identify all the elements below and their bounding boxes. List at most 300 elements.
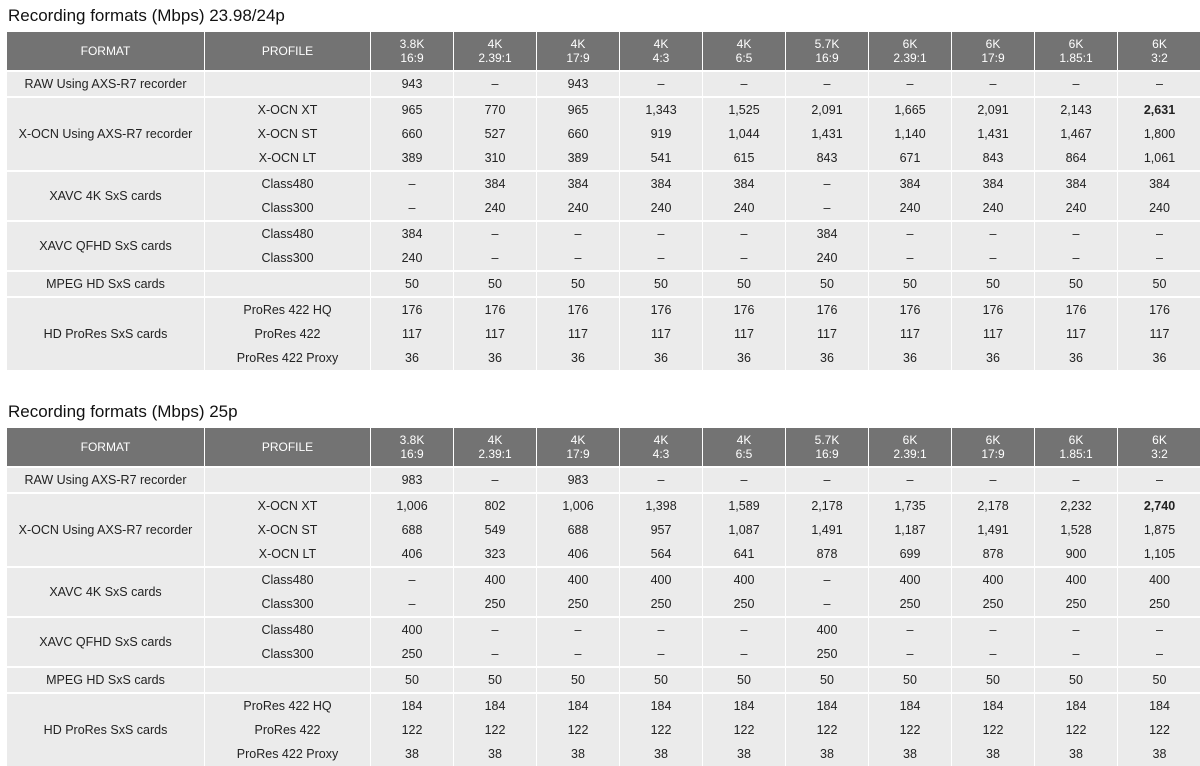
bitrate-cell: 38 [537,742,620,766]
bitrate-cell: 38 [952,742,1035,766]
bitrate-cell: 384 [1035,170,1118,196]
bitrate-cell: 50 [454,666,537,692]
bitrate-cell: 122 [869,718,952,742]
bitrate-cell: – [620,616,703,642]
bitrate-cell: 1,491 [952,518,1035,542]
aspect-ratio-label: 2.39:1 [893,447,927,461]
column-header-resolution [620,428,703,466]
bitrate-cell: 122 [454,718,537,742]
bitrate-cell: 176 [537,296,620,322]
bitrate-cell: – [454,616,537,642]
profile-cell [205,466,371,492]
bitrate-cell: 117 [952,322,1035,346]
bitrate-cell: 802 [454,492,537,518]
format-cell: X-OCN Using AXS-R7 recorder [7,492,205,566]
bitrate-cell: – [620,246,703,270]
bitrate-cell: – [1035,466,1118,492]
bitrate-cell: 38 [454,742,537,766]
profile-cell: Class480 [205,170,371,196]
aspect-ratio-label: 4:3 [652,51,670,65]
bitrate-cell: 184 [620,692,703,718]
bitrate-cell: 660 [371,122,454,146]
format-cell: HD ProRes SxS cards [7,296,205,370]
bitrate-cell: 1,491 [786,518,869,542]
resolution-label: 4K [653,433,669,447]
bitrate-cell: 1,105 [1118,542,1200,566]
bitrate-cell: 843 [952,146,1035,170]
bitrate-cell: 50 [786,270,869,296]
bitrate-cell: 2,091 [786,96,869,122]
profile-cell [205,666,371,692]
column-header-resolution [1118,428,1200,466]
format-cell: X-OCN Using AXS-R7 recorder [7,96,205,170]
bitrate-cell: 36 [1035,346,1118,370]
column-header-resolution [371,428,454,466]
bitrate-cell: – [1118,70,1200,96]
bitrate-cell: – [952,642,1035,666]
bitrate-cell: 36 [371,346,454,370]
bitrate-cell: 184 [371,692,454,718]
bitrate-cell: 400 [786,616,869,642]
bitrate-cell: 36 [1118,346,1200,370]
profile-cell: Class480 [205,220,371,246]
bitrate-cell: 1,044 [703,122,786,146]
bitrate-cell: 2,631 [1118,96,1200,122]
bitrate-cell: 50 [1035,270,1118,296]
bitrate-cell: 1,528 [1035,518,1118,542]
bitrate-cell: 50 [371,666,454,692]
table-row [7,616,1200,642]
bitrate-cell: – [537,642,620,666]
bitrate-cell: 117 [1035,322,1118,346]
profile-cell: X-OCN LT [205,542,371,566]
resolution-label: 3.8K [399,37,425,51]
bitrate-cell: – [1035,616,1118,642]
bitrate-cell: 943 [371,70,454,96]
bitrate-cell: 117 [371,322,454,346]
table-row [7,220,1200,246]
bitrate-cell: 50 [1118,270,1200,296]
aspect-ratio-label: 2.39:1 [478,51,512,65]
bitrate-cell: 2,091 [952,96,1035,122]
bitrate-cell: 122 [786,718,869,742]
bitrate-cell: 240 [952,196,1035,220]
table-row [7,96,1200,122]
resolution-label: 4K [736,433,752,447]
bitrate-cell: 641 [703,542,786,566]
bitrate-cell: 122 [371,718,454,742]
bitrate-cell: 1,735 [869,492,952,518]
profile-cell: Class480 [205,616,371,642]
bitrate-cell: 122 [1118,718,1200,742]
aspect-ratio-label: 2.39:1 [893,51,927,65]
bitrate-cell: 1,431 [952,122,1035,146]
bitrate-cell: 250 [952,592,1035,616]
profile-cell: X-OCN XT [205,96,371,122]
bitrate-cell: 400 [703,566,786,592]
resolution-label: 6K [902,433,918,447]
bitrate-cell: – [1035,220,1118,246]
column-header-format: FORMAT [7,428,205,466]
bitrate-cell: – [703,466,786,492]
bitrate-cell: 384 [371,220,454,246]
bitrate-cell: 38 [1118,742,1200,766]
bitrate-cell: 2,143 [1035,96,1118,122]
bitrate-cell: 50 [869,270,952,296]
bitrate-cell: – [371,170,454,196]
resolution-label: 4K [570,433,586,447]
bitrate-cell: 406 [537,542,620,566]
column-header-resolution [1035,428,1118,466]
column-header-profile: PROFILE [205,428,371,466]
format-cell: RAW Using AXS-R7 recorder [7,466,205,492]
bitrate-cell: 400 [1035,566,1118,592]
bitrate-cell: 176 [454,296,537,322]
bitrate-cell: 50 [703,666,786,692]
bitrate-cell: 688 [537,518,620,542]
bitrate-cell: 1,140 [869,122,952,146]
resolution-label: 4K [570,37,586,51]
bitrate-cell: – [1035,642,1118,666]
profile-cell: X-OCN ST [205,122,371,146]
bitrate-cell: 1,061 [1118,146,1200,170]
resolution-label: 3.8K [399,433,425,447]
bitrate-cell: 36 [620,346,703,370]
table-row [7,666,1200,692]
bitrate-cell: – [537,246,620,270]
bitrate-cell: 184 [952,692,1035,718]
bitrate-cell: 1,875 [1118,518,1200,542]
bitrate-cell: 770 [454,96,537,122]
bitrate-cell: 240 [1035,196,1118,220]
aspect-ratio-label: 3:2 [1151,51,1168,65]
bitrate-cell: 699 [869,542,952,566]
bitrate-cell: 240 [371,246,454,270]
bitrate-cell: 117 [620,322,703,346]
resolution-label: 4K [487,37,503,51]
recording-formats-table [7,428,1200,766]
bitrate-cell: – [869,220,952,246]
bitrate-cell: 2,178 [786,492,869,518]
bitrate-cell: 384 [537,170,620,196]
bitrate-cell: – [952,616,1035,642]
format-cell: RAW Using AXS-R7 recorder [7,70,205,96]
bitrate-cell: 878 [786,542,869,566]
bitrate-cell: 184 [537,692,620,718]
bitrate-cell: 1,006 [537,492,620,518]
table-row [7,70,1200,96]
section-title: Recording formats (Mbps) 25p [8,402,238,421]
aspect-ratio-label: 17:9 [566,51,590,65]
table-row [7,492,1200,518]
bitrate-cell: 400 [537,566,620,592]
bitrate-cell: 240 [1118,196,1200,220]
bitrate-cell: – [952,70,1035,96]
format-cell: XAVC 4K SxS cards [7,566,205,616]
bitrate-cell: 240 [869,196,952,220]
profile-cell: ProRes 422 [205,322,371,346]
bitrate-cell: – [1118,246,1200,270]
bitrate-cell: 384 [454,170,537,196]
bitrate-cell: 688 [371,518,454,542]
bitrate-cell: 38 [371,742,454,766]
bitrate-cell: 122 [537,718,620,742]
format-cell: XAVC QFHD SxS cards [7,616,205,666]
bitrate-cell: 943 [537,70,620,96]
bitrate-cell: 50 [952,666,1035,692]
bitrate-cell: 965 [537,96,620,122]
aspect-ratio-label: 16:9 [815,51,839,65]
bitrate-cell: 50 [537,270,620,296]
resolution-label: 6K [985,37,1001,51]
format-cell: XAVC QFHD SxS cards [7,220,205,270]
column-header-resolution [537,428,620,466]
bitrate-cell: 250 [537,592,620,616]
bitrate-cell: 36 [537,346,620,370]
bitrate-cell: – [1118,642,1200,666]
resolution-label: 5.7K [814,37,840,51]
bitrate-cell: 250 [1035,592,1118,616]
bitrate-cell: 919 [620,122,703,146]
column-header-resolution [703,428,786,466]
bitrate-cell: – [1035,246,1118,270]
bitrate-cell: – [454,642,537,666]
resolution-label: 6K [1152,433,1167,447]
bitrate-cell: 50 [371,270,454,296]
bitrate-cell: 250 [869,592,952,616]
profile-cell [205,70,371,96]
column-header-resolution [1035,32,1118,70]
bitrate-cell: 2,232 [1035,492,1118,518]
bitrate-cell: – [786,70,869,96]
bitrate-cell: 2,178 [952,492,1035,518]
bitrate-cell: – [952,466,1035,492]
bitrate-cell: 117 [703,322,786,346]
bitrate-cell: 1,800 [1118,122,1200,146]
profile-cell: ProRes 422 Proxy [205,742,371,766]
bitrate-cell: 250 [620,592,703,616]
column-header-resolution [869,428,952,466]
bitrate-cell: 122 [703,718,786,742]
profile-cell: ProRes 422 HQ [205,692,371,718]
resolution-label: 6K [902,37,918,51]
bitrate-cell: 384 [952,170,1035,196]
column-header-resolution [1118,32,1200,70]
bitrate-cell: 1,589 [703,492,786,518]
bitrate-cell: 400 [952,566,1035,592]
resolution-label: 5.7K [814,433,840,447]
bitrate-cell: 240 [454,196,537,220]
bitrate-cell: 184 [869,692,952,718]
bitrate-cell: 50 [786,666,869,692]
bitrate-cell: 1,665 [869,96,952,122]
aspect-ratio-label: 4:3 [652,447,670,461]
format-cell: MPEG HD SxS cards [7,270,205,296]
bitrate-cell: – [454,220,537,246]
bitrate-cell: 184 [1035,692,1118,718]
bitrate-cell: 843 [786,146,869,170]
bitrate-cell: – [786,566,869,592]
bitrate-cell: – [786,170,869,196]
bitrate-cell: – [371,592,454,616]
profile-cell: X-OCN ST [205,518,371,542]
aspect-ratio-label: 17:9 [981,51,1005,65]
column-header-resolution [537,32,620,70]
profile-cell: ProRes 422 [205,718,371,742]
bitrate-cell: 250 [371,642,454,666]
bitrate-cell: – [703,220,786,246]
bitrate-cell: 176 [371,296,454,322]
bitrate-cell: 384 [786,220,869,246]
column-header-resolution [371,32,454,70]
profile-cell: Class300 [205,642,371,666]
bitrate-cell: – [786,592,869,616]
bitrate-cell: 122 [1035,718,1118,742]
bitrate-cell: – [869,70,952,96]
bitrate-cell: 117 [1118,322,1200,346]
aspect-ratio-label: 6:5 [735,447,753,461]
bitrate-cell: – [869,642,952,666]
column-header-resolution [786,428,869,466]
bitrate-cell: 541 [620,146,703,170]
bitrate-cell: 878 [952,542,1035,566]
bitrate-cell: 864 [1035,146,1118,170]
bitrate-cell: – [703,642,786,666]
bitrate-cell: 1,467 [1035,122,1118,146]
resolution-label: 6K [1152,37,1167,51]
bitrate-cell: 384 [1118,170,1200,196]
profile-cell: ProRes 422 Proxy [205,346,371,370]
aspect-ratio-label: 17:9 [981,447,1005,461]
bitrate-cell: – [786,466,869,492]
section-title: Recording formats (Mbps) 23.98/24p [8,6,285,25]
bitrate-cell: 965 [371,96,454,122]
bitrate-cell: 250 [786,642,869,666]
bitrate-cell: 36 [952,346,1035,370]
bitrate-cell: – [454,466,537,492]
aspect-ratio-label: 17:9 [566,447,590,461]
column-header-resolution [786,32,869,70]
aspect-ratio-label: 3:2 [1151,447,1168,461]
bitrate-cell: 38 [620,742,703,766]
bitrate-cell: 400 [454,566,537,592]
bitrate-cell: 384 [620,170,703,196]
bitrate-cell: 389 [537,146,620,170]
table-row [7,566,1200,592]
bitrate-cell: – [952,220,1035,246]
bitrate-cell: 1,343 [620,96,703,122]
bitrate-cell: 117 [537,322,620,346]
profile-cell: ProRes 422 HQ [205,296,371,322]
column-header-profile: PROFILE [205,32,371,70]
bitrate-cell: 50 [869,666,952,692]
resolution-label: 4K [653,37,669,51]
header-row [7,32,1200,70]
aspect-ratio-label: 1.85:1 [1059,447,1093,461]
bitrate-cell: 1,398 [620,492,703,518]
bitrate-cell: 310 [454,146,537,170]
column-header-resolution [952,32,1035,70]
bitrate-cell: – [454,246,537,270]
resolution-label: 6K [1068,37,1084,51]
bitrate-cell: 117 [869,322,952,346]
aspect-ratio-label: 6:5 [735,51,753,65]
bitrate-cell: 176 [703,296,786,322]
bitrate-cell: 50 [952,270,1035,296]
bitrate-cell: 660 [537,122,620,146]
table-row [7,692,1200,718]
column-header-resolution [454,428,537,466]
bitrate-cell: 957 [620,518,703,542]
bitrate-cell: 36 [786,346,869,370]
format-cell: MPEG HD SxS cards [7,666,205,692]
profile-cell [205,270,371,296]
bitrate-cell: 184 [454,692,537,718]
bitrate-cell: 240 [786,246,869,270]
bitrate-cell: 38 [1035,742,1118,766]
profile-cell: X-OCN LT [205,146,371,170]
bitrate-cell: 2,740 [1118,492,1200,518]
table-row [7,466,1200,492]
bitrate-cell: 50 [1118,666,1200,692]
bitrate-cell: 36 [869,346,952,370]
bitrate-cell: 240 [703,196,786,220]
bitrate-cell: 406 [371,542,454,566]
resolution-label: 4K [736,37,752,51]
bitrate-cell: 384 [703,170,786,196]
bitrate-cell: – [869,466,952,492]
bitrate-cell: 323 [454,542,537,566]
bitrate-cell: 240 [537,196,620,220]
aspect-ratio-label: 16:9 [400,447,424,461]
bitrate-cell: 176 [620,296,703,322]
bitrate-cell: 176 [786,296,869,322]
bitrate-cell: 389 [371,146,454,170]
column-header-resolution [454,32,537,70]
bitrate-cell: 122 [620,718,703,742]
bitrate-cell: 240 [620,196,703,220]
bitrate-cell: 38 [703,742,786,766]
bitrate-cell: 900 [1035,542,1118,566]
bitrate-cell: 50 [620,270,703,296]
bitrate-cell: – [454,70,537,96]
bitrate-cell: 250 [454,592,537,616]
table-row [7,296,1200,322]
column-header-resolution [620,32,703,70]
bitrate-cell: – [1035,70,1118,96]
bitrate-cell: 184 [1118,692,1200,718]
bitrate-cell: 176 [952,296,1035,322]
bitrate-cell: 50 [620,666,703,692]
bitrate-cell: 671 [869,146,952,170]
resolution-label: 6K [985,433,1001,447]
column-header-resolution [952,428,1035,466]
recording-formats-section-25p [7,396,1192,766]
bitrate-cell: – [620,220,703,246]
bitrate-cell: 184 [703,692,786,718]
bitrate-cell: 50 [703,270,786,296]
format-cell: XAVC 4K SxS cards [7,170,205,220]
bitrate-cell: 50 [454,270,537,296]
bitrate-cell: 176 [1118,296,1200,322]
bitrate-cell: 1,431 [786,122,869,146]
bitrate-cell: 527 [454,122,537,146]
bitrate-cell: – [620,70,703,96]
aspect-ratio-label: 16:9 [815,447,839,461]
bitrate-cell: – [1118,220,1200,246]
bitrate-cell: – [869,246,952,270]
bitrate-cell: 400 [620,566,703,592]
